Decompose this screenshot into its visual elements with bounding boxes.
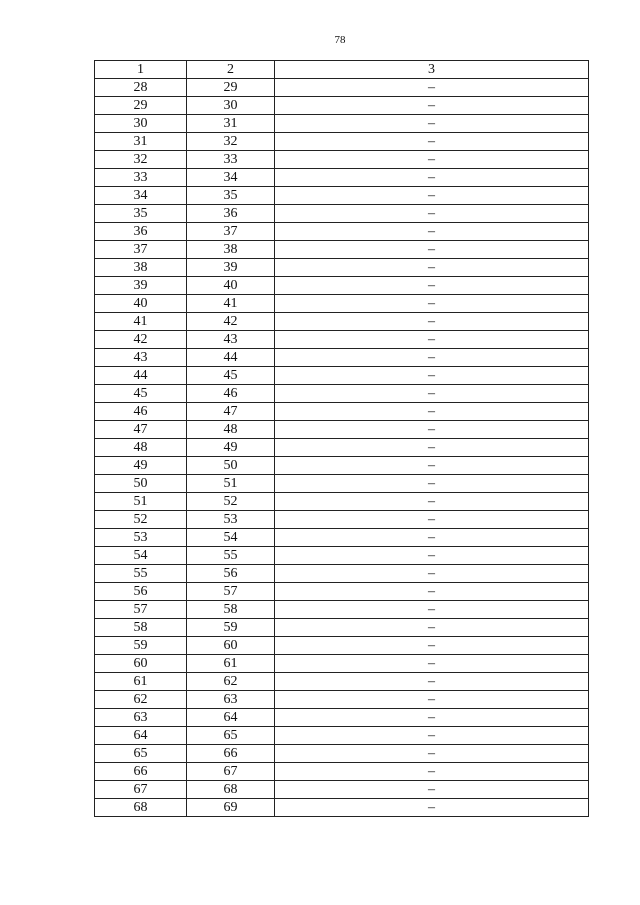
table-cell-col-2: 46 [187,385,275,403]
table-cell-col-1: 48 [95,439,187,457]
table-cell-col-1: 61 [95,673,187,691]
table-cell-col-1: 45 [95,385,187,403]
table-cell-col-1: 39 [95,277,187,295]
table-cell-col-1: 30 [95,115,187,133]
table-row [95,691,589,709]
table-row [95,313,589,331]
table-cell-col-2: 55 [187,547,275,565]
table-row [95,97,589,115]
table-cell-col-2: 47 [187,403,275,421]
table-row [95,547,589,565]
table-row [95,241,589,259]
table-cell-col-3: – [275,745,589,763]
table-row [95,529,589,547]
table-cell-col-1: 46 [95,403,187,421]
table-cell-col-1: 63 [95,709,187,727]
table-cell-col-1: 36 [95,223,187,241]
table-row [95,781,589,799]
table-row [95,475,589,493]
table-cell-col-1: 50 [95,475,187,493]
table-cell-col-3: – [275,133,589,151]
table-cell-col-1: 28 [95,79,187,97]
table-row [95,259,589,277]
table-row [95,205,589,223]
table-cell-col-3: – [275,619,589,637]
table-row [95,709,589,727]
table-cell-col-3: – [275,331,589,349]
table-cell-col-2: 37 [187,223,275,241]
table-cell-col-1: 64 [95,727,187,745]
table-cell-col-2: 35 [187,187,275,205]
table-row [95,421,589,439]
table-body [95,79,589,817]
table-cell-col-3: – [275,781,589,799]
table-row [95,655,589,673]
table-row [95,223,589,241]
table-row [95,799,589,817]
table-cell-col-1: 35 [95,205,187,223]
table-cell-col-1: 52 [95,511,187,529]
table-cell-col-3: – [275,727,589,745]
table-cell-col-1: 57 [95,601,187,619]
table-row [95,457,589,475]
table-cell-col-2: 53 [187,511,275,529]
table-cell-col-2: 61 [187,655,275,673]
data-table [94,60,589,817]
table-cell-col-1: 59 [95,637,187,655]
table-row [95,331,589,349]
table-cell-col-3: – [275,439,589,457]
table-cell-col-2: 50 [187,457,275,475]
table-cell-col-3: – [275,349,589,367]
table-cell-col-1: 33 [95,169,187,187]
table-row [95,169,589,187]
table-cell-col-3: – [275,241,589,259]
table-row [95,349,589,367]
table-cell-col-2: 67 [187,763,275,781]
table-cell-col-2: 32 [187,133,275,151]
table-cell-col-2: 30 [187,97,275,115]
table-cell-col-1: 40 [95,295,187,313]
table-cell-col-1: 42 [95,331,187,349]
table-row [95,493,589,511]
page-number: 78 [334,34,346,46]
table-cell-col-1: 43 [95,349,187,367]
table-cell-col-1: 54 [95,547,187,565]
table-cell-col-2: 63 [187,691,275,709]
table-cell-col-2: 42 [187,313,275,331]
table-cell-col-3: – [275,187,589,205]
table-cell-col-1: 53 [95,529,187,547]
table-cell-col-1: 60 [95,655,187,673]
table-row [95,133,589,151]
table-cell-col-2: 62 [187,673,275,691]
table-cell-col-3: – [275,691,589,709]
table-cell-col-3: – [275,403,589,421]
table-cell-col-2: 68 [187,781,275,799]
table-row [95,727,589,745]
table-header-row [95,61,589,79]
table-row [95,763,589,781]
table-cell-col-3: – [275,655,589,673]
table-cell-col-3: – [275,529,589,547]
table-cell-col-2: 59 [187,619,275,637]
table-cell-col-2: 29 [187,79,275,97]
table-row [95,295,589,313]
table-cell-col-3: – [275,421,589,439]
table-cell-col-2: 69 [187,799,275,817]
table-row [95,187,589,205]
table-cell-col-1: 37 [95,241,187,259]
column-header-3: 3 [275,61,589,79]
table-cell-col-1: 62 [95,691,187,709]
table-cell-col-2: 33 [187,151,275,169]
table-cell-col-3: – [275,763,589,781]
table-cell-col-2: 36 [187,205,275,223]
table-cell-col-3: – [275,601,589,619]
table-cell-col-2: 43 [187,331,275,349]
table-cell-col-2: 57 [187,583,275,601]
table-cell-col-3: – [275,277,589,295]
table-cell-col-2: 34 [187,169,275,187]
table-row [95,619,589,637]
table-cell-col-1: 29 [95,97,187,115]
table-row [95,637,589,655]
table-cell-col-2: 48 [187,421,275,439]
table-cell-col-1: 31 [95,133,187,151]
table-cell-col-3: – [275,583,589,601]
table-cell-col-2: 65 [187,727,275,745]
table-cell-col-2: 41 [187,295,275,313]
table-cell-col-3: – [275,637,589,655]
table-row [95,601,589,619]
table-cell-col-3: – [275,799,589,817]
table-cell-col-3: – [275,367,589,385]
table-cell-col-1: 38 [95,259,187,277]
table-cell-col-3: – [275,259,589,277]
table-cell-col-2: 44 [187,349,275,367]
table-cell-col-3: – [275,565,589,583]
table-cell-col-1: 68 [95,799,187,817]
table-cell-col-3: – [275,205,589,223]
table-cell-col-3: – [275,475,589,493]
table-cell-col-3: – [275,673,589,691]
table-cell-col-1: 65 [95,745,187,763]
table-cell-col-2: 52 [187,493,275,511]
table-cell-col-2: 60 [187,637,275,655]
table-cell-col-1: 56 [95,583,187,601]
table-cell-col-2: 39 [187,259,275,277]
table-cell-col-2: 66 [187,745,275,763]
table-cell-col-1: 44 [95,367,187,385]
table-cell-col-3: – [275,223,589,241]
column-header-2: 2 [187,61,275,79]
table-row [95,565,589,583]
column-header-1: 1 [95,61,187,79]
table-cell-col-2: 31 [187,115,275,133]
table-cell-col-2: 51 [187,475,275,493]
table-cell-col-2: 40 [187,277,275,295]
table-cell-col-2: 38 [187,241,275,259]
table-row [95,403,589,421]
table-cell-col-2: 58 [187,601,275,619]
table-cell-col-3: – [275,151,589,169]
table-cell-col-3: – [275,115,589,133]
table-row [95,151,589,169]
table-cell-col-3: – [275,709,589,727]
table-cell-col-1: 55 [95,565,187,583]
table-cell-col-3: – [275,511,589,529]
table-cell-col-3: – [275,79,589,97]
table-cell-col-3: – [275,97,589,115]
table-row [95,79,589,97]
table-cell-col-1: 66 [95,763,187,781]
table-row [95,439,589,457]
table-cell-col-3: – [275,493,589,511]
table-cell-col-3: – [275,547,589,565]
table-cell-col-3: – [275,385,589,403]
table-cell-col-1: 67 [95,781,187,799]
table-cell-col-2: 54 [187,529,275,547]
table-cell-col-3: – [275,295,589,313]
table-cell-col-1: 41 [95,313,187,331]
table-row [95,277,589,295]
table-cell-col-2: 49 [187,439,275,457]
table-row [95,367,589,385]
table-row [95,673,589,691]
table-cell-col-2: 45 [187,367,275,385]
table-row [95,511,589,529]
table-cell-col-3: – [275,457,589,475]
table-cell-col-3: – [275,313,589,331]
table-cell-col-1: 34 [95,187,187,205]
table-cell-col-2: 56 [187,565,275,583]
table-row [95,745,589,763]
table-header [95,61,589,79]
table-row [95,583,589,601]
table-cell-col-1: 47 [95,421,187,439]
table-cell-col-1: 51 [95,493,187,511]
table-row [95,385,589,403]
table-cell-col-1: 49 [95,457,187,475]
table-cell-col-3: – [275,169,589,187]
table-cell-col-2: 64 [187,709,275,727]
table-row [95,115,589,133]
table-cell-col-1: 58 [95,619,187,637]
table-cell-col-1: 32 [95,151,187,169]
